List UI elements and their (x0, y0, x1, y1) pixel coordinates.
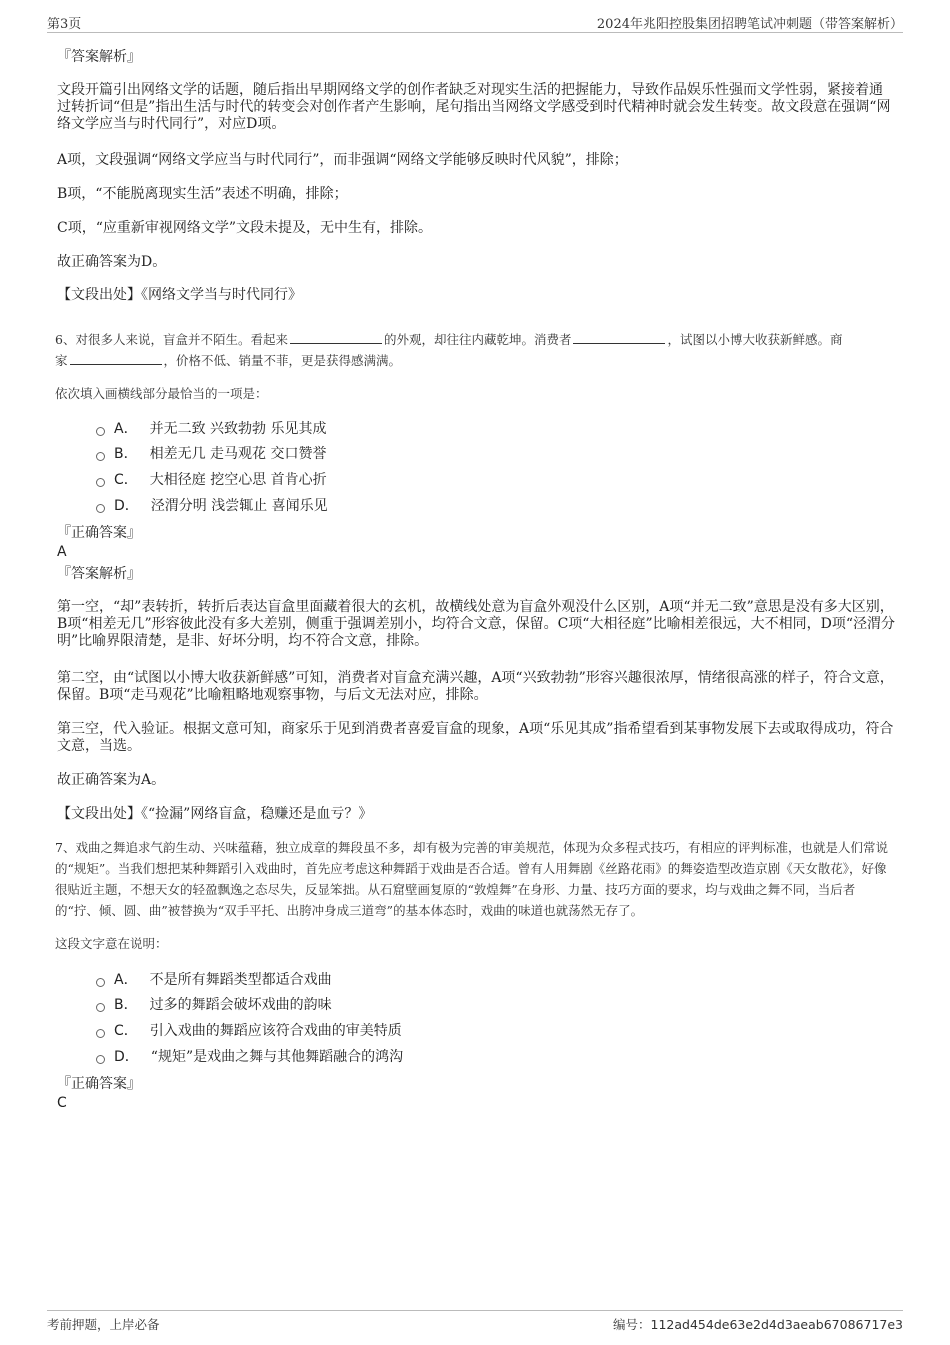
q7-option-d[interactable]: D． “规矩”是戏曲之舞与其他舞蹈融合的鸿沟 (96, 1048, 403, 1066)
q7-answer-label: 『正确答案』 (57, 1076, 141, 1092)
q6-option-b[interactable]: B． 相差无几 走马观花 交口赞誉 (96, 445, 327, 463)
page-number: 第3页 (47, 17, 82, 32)
page-header (47, 13, 903, 33)
footer-slogan: 考前押题，上岸必备 (47, 1317, 160, 1332)
q6-analysis-p1: 第一空，“却”表转折，转折后表达盲盒里面藏着很大的玄机，故横线处意为盲盒外观没什么区别，A项“并无二致”意思是没有多大区别，B项“相差无几”形容彼此没有多大差别，侧重于强调差别小，均符合文意，保留。C项“大相径庭”比喻相差很远，大不相同，D项“泾渭分明”比喻界限清楚，是非、好坏分明，均不符合文意，排除。 (57, 599, 896, 649)
q6-prompt: 依次填入画横线部分最恰当的一项是： (55, 386, 268, 401)
q7-answer: C (57, 1095, 67, 1111)
radio-icon[interactable] (96, 978, 105, 987)
page-footer (47, 1310, 903, 1332)
q5-analysis-p2: A项，文段强调“网络文学应当与时代同行”，而非强调“网络文学能够反映时代风貌”，排除； (57, 152, 628, 168)
q5-analysis-label: 『答案解析』 (57, 49, 141, 65)
q7-prompt: 这段文字意在说明： (55, 936, 168, 951)
q5-analysis-p5: 故正确答案为D。 (57, 254, 167, 270)
q5-analysis-p3: B项，“不能脱离现实生活”表述不明确，排除； (57, 186, 348, 202)
blank-2 (573, 332, 665, 344)
document-title: 2024年兆阳控股集团招聘笔试冲刺题（带答案解析） (596, 17, 903, 32)
q6-analysis-p3: 第三空，代入验证。根据文意可知，商家乐于见到消费者喜爱盲盒的现象，A项“乐见其成”指希望看到某事物发展下去或取得成功，符合文意，当选。 (57, 721, 894, 754)
q6-answer: A (57, 544, 67, 560)
document-code: 编号：112ad454de63e2d4d3aeab67086717e3 (613, 1317, 903, 1332)
q6-source: 【文段出处】《“捡漏”网络盲盒，稳赚还是血亏？》 (57, 806, 373, 822)
q6-analysis-p2: 第二空，由“试图以小博大收获新鲜感”可知，消费者对盲盒充满兴趣，A项“兴致勃勃”形容兴趣很浓厚，情绪很高涨的样子，符合文意，保留。B项“走马观花”比喻粗略地观察事物，与后文无法对应，排除。 (57, 670, 894, 703)
radio-icon[interactable] (96, 1029, 105, 1038)
q7-stem: 7、戏曲之舞追求气韵生动、兴味蕴藉，独立成章的舞段虽不多，却有极为完善的审美规范，体现为众多程式技巧，有相应的评判标准，也就是人们常说的“规矩”。当我们想把某种舞蹈引入戏曲时，首先应考虑这种舞蹈于戏曲是否合适。曾有人用舞剧《丝路花雨》的舞姿造型改造京剧《天女散花》，好像很贴近主题，不想天女的轻盈飘逸之态尽失，反显笨拙。从石窟壁画复原的“敦煌舞”在身形、力量、技巧方面的要求，均与戏曲之舞不同，当后者的“拧、倾、圆、曲”被替换为“双手平托、出胯冲身成三道弯”的基本体态时，戏曲的味道也就荡然无存了。 (55, 840, 888, 918)
q5-analysis-p1: 文段开篇引出网络文学的话题，随后指出早期网络文学的创作者缺乏对现实生活的把握能力，导致作品娱乐性强而文学性弱，紧接着通过转折词“但是”指出生活与时代的转变会对创作者产生影响，尾句指出当网络文学感受到时代精神时就会发生转变。故文段意在强调“网络文学应当与时代同行”，对应D项。 (57, 82, 891, 132)
q6-option-a[interactable]: A． 并无二致 兴致勃勃 乐见其成 (96, 420, 326, 438)
radio-icon[interactable] (96, 478, 105, 487)
q5-source: 【文段出处】《网络文学当与时代同行》 (57, 287, 302, 303)
blank-3 (70, 353, 162, 365)
radio-icon[interactable] (96, 1055, 105, 1064)
blank-1 (290, 332, 382, 344)
radio-icon[interactable] (96, 1003, 105, 1012)
radio-icon[interactable] (96, 504, 105, 513)
q5-analysis-p4: C项，“应重新审视网络文学”文段未提及，无中生有，排除。 (57, 220, 433, 236)
q6-analysis-label: 『答案解析』 (57, 566, 141, 582)
q6-analysis-p4: 故正确答案为A。 (57, 772, 166, 788)
q7-option-a[interactable]: A． 不是所有舞蹈类型都适合戏曲 (96, 971, 332, 989)
q6-answer-label: 『正确答案』 (57, 525, 141, 541)
radio-icon[interactable] (96, 452, 105, 461)
q7-option-b[interactable]: B． 过多的舞蹈会破坏戏曲的韵味 (96, 996, 332, 1014)
q7-option-c[interactable]: C． 引入戏曲的舞蹈应该符合戏曲的审美特质 (96, 1022, 402, 1040)
q6-option-c[interactable]: C． 大相径庭 挖空心思 首肯心折 (96, 471, 327, 489)
q6-stem: 6、对很多人来说，盲盒并不陌生。看起来 的外观，却往往内藏乾坤。消费者 ，试图以小博大收获新鲜感。商 家 ，价格不低、销量不菲，更是获得感满满。 (55, 332, 843, 368)
q6-option-d[interactable]: D． 泾渭分明 浅尝辄止 喜闻乐见 (96, 497, 328, 515)
radio-icon[interactable] (96, 427, 105, 436)
